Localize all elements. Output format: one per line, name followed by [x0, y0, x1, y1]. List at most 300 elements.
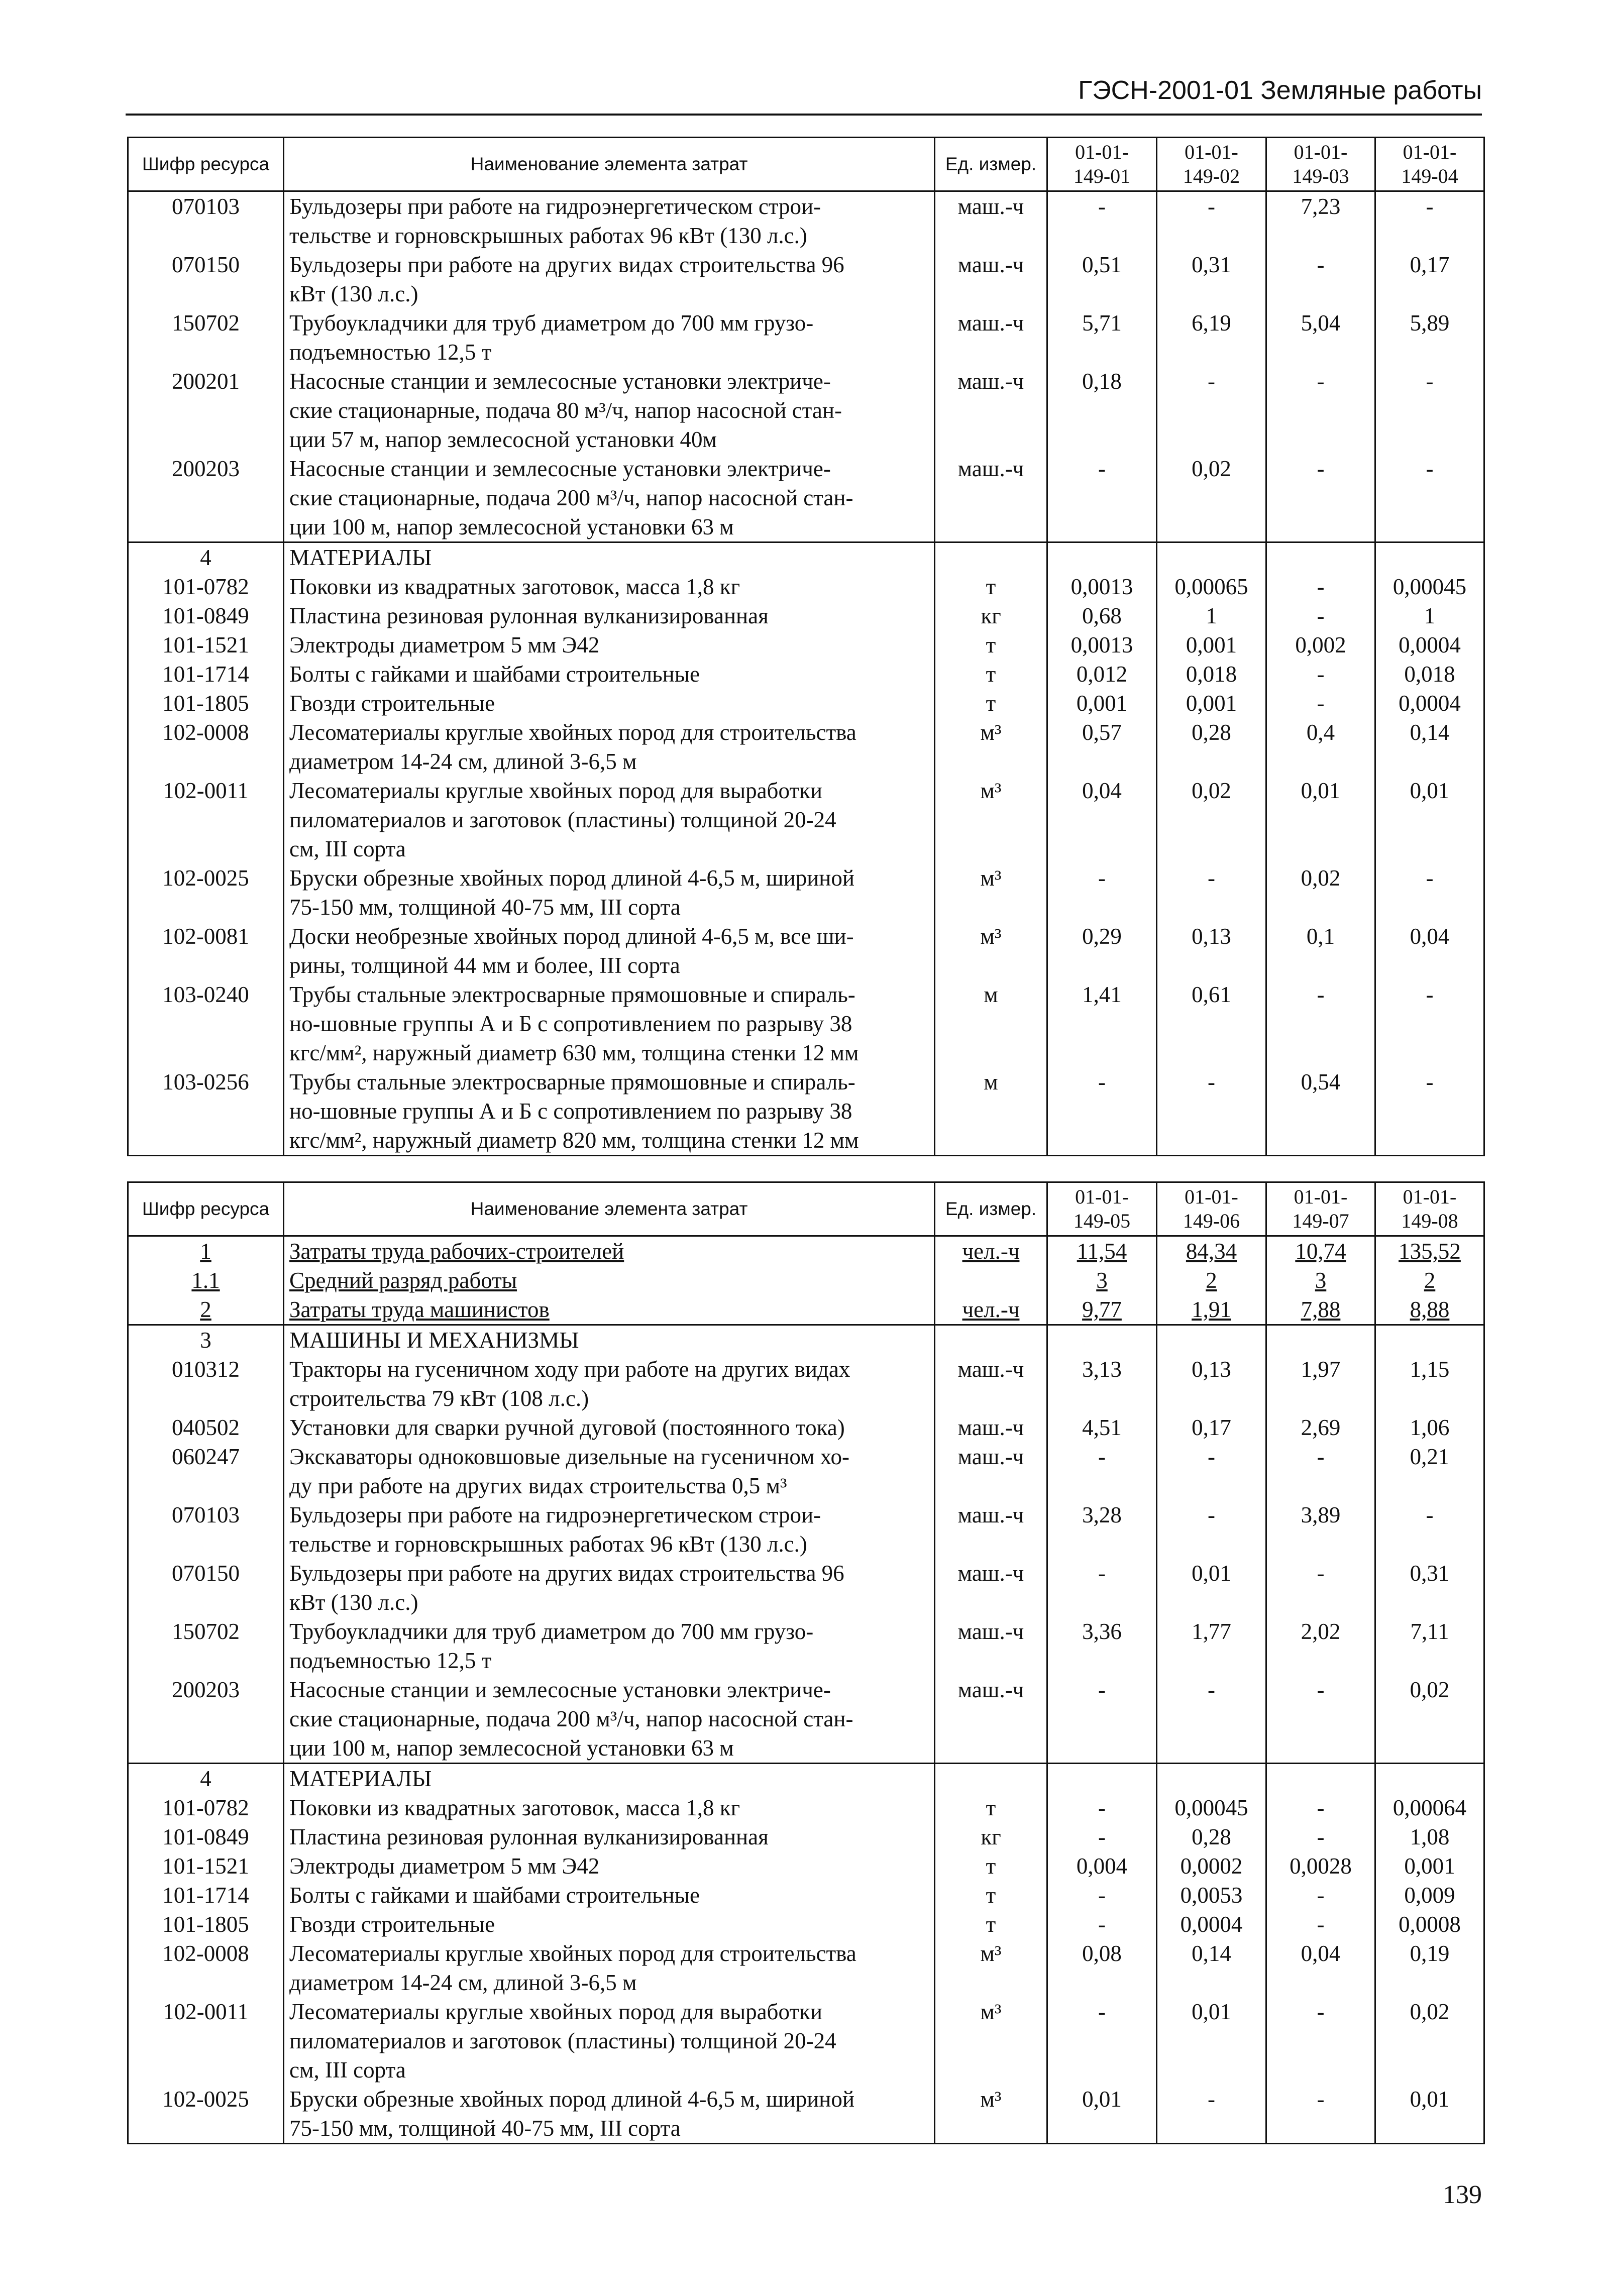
cost-element-name: Болты с гайками и шайбами строительные — [284, 1881, 935, 1910]
norm-value: 0,002 — [1266, 630, 1375, 660]
norm-value: 5,71 — [1047, 308, 1157, 367]
resource-code: 070150 — [128, 1559, 284, 1617]
norm-value — [1157, 542, 1266, 573]
table-row — [128, 1997, 1484, 2085]
resource-code: 200203 — [128, 454, 284, 542]
resource-code: 103-0256 — [128, 1067, 284, 1156]
norm-value: 0,61 — [1157, 980, 1266, 1067]
table-row — [128, 1325, 1484, 1355]
table-row — [128, 572, 1484, 601]
cost-element-name: МАТЕРИАЛЫ — [284, 1764, 935, 1794]
norm-value: - — [1266, 250, 1375, 308]
norm-value: 0,31 — [1157, 250, 1266, 308]
unit: м³ — [935, 1997, 1047, 2085]
cost-element-name: Гвозди строительные — [284, 689, 935, 718]
table-row — [128, 1442, 1484, 1500]
norm-value: - — [1266, 689, 1375, 718]
cost-element-name: Лесоматериалы круглые хвойных пород для выработки пиломатериалов и заготовок (пластины) толщиной 20-24 см, III сорта — [284, 776, 935, 863]
unit: маш.-ч — [935, 1355, 1047, 1413]
table-1-body — [128, 191, 1484, 1156]
norm-value — [1266, 1325, 1375, 1355]
norm-value: 3 — [1047, 1266, 1157, 1295]
table-row — [128, 1500, 1484, 1559]
unit: чел.-ч — [935, 1295, 1047, 1325]
norm-value: 0,28 — [1157, 718, 1266, 776]
unit: кг — [935, 601, 1047, 630]
norm-value: 0,17 — [1157, 1413, 1266, 1442]
cost-element-name: Трубоукладчики для труб диаметром до 700 мм грузо- подъемностью 12,5 т — [284, 308, 935, 367]
norm-value: - — [1047, 1910, 1157, 1939]
unit: м³ — [935, 863, 1047, 922]
norm-value — [1375, 1325, 1484, 1355]
norm-value: 6,19 — [1157, 308, 1266, 367]
norm-value: 84,34 — [1157, 1236, 1266, 1266]
norm-value: 7,11 — [1375, 1617, 1484, 1675]
resource-code: 4 — [128, 1764, 284, 1794]
norm-value: 0,29 — [1047, 922, 1157, 980]
table-row — [128, 922, 1484, 980]
norm-value: 3,89 — [1266, 1500, 1375, 1559]
resource-code: 101-1805 — [128, 1910, 284, 1939]
norm-value: 0,18 — [1047, 367, 1157, 454]
cost-element-name: Поковки из квадратных заготовок, масса 1,8 кг — [284, 1793, 935, 1822]
norm-value: 0,08 — [1047, 1939, 1157, 1997]
unit: маш.-ч — [935, 454, 1047, 542]
norm-value: 0,31 — [1375, 1559, 1484, 1617]
table-row — [128, 1355, 1484, 1413]
cost-element-name: Бульдозеры при работе на гидроэнергетическом строи- тельстве и горновскрышных работах 96 кВт (130 л.с.) — [284, 1500, 935, 1559]
resource-code: 2 — [128, 1295, 284, 1325]
cost-element-name: Поковки из квадратных заготовок, масса 1,8 кг — [284, 572, 935, 601]
resource-code: 101-1714 — [128, 660, 284, 689]
norm-value: - — [1375, 191, 1484, 251]
cost-element-name: Бульдозеры при работе на других видах строительства 96 кВт (130 л.с.) — [284, 1559, 935, 1617]
table-row — [128, 1559, 1484, 1617]
norm-value: - — [1375, 863, 1484, 922]
table-row — [128, 1413, 1484, 1442]
norm-value: 0,14 — [1157, 1939, 1266, 1997]
norm-value: - — [1157, 1067, 1266, 1156]
norm-value: 3,28 — [1047, 1500, 1157, 1559]
norm-value: 0,13 — [1157, 1355, 1266, 1413]
norm-value: 0,14 — [1375, 718, 1484, 776]
norm-value — [1375, 542, 1484, 573]
resource-code: 040502 — [128, 1413, 284, 1442]
col-header-code: Шифр ресурса — [128, 138, 284, 191]
norm-value: 1,08 — [1375, 1822, 1484, 1851]
norm-value: 2,69 — [1266, 1413, 1375, 1442]
table-row — [128, 191, 1484, 251]
table-header-row — [128, 138, 1484, 191]
cost-element-name: Бруски обрезные хвойных пород длиной 4-6,5 м, шириной 75-150 мм, толщиной 40-75 мм, III сорта — [284, 863, 935, 922]
norm-value: 2,02 — [1266, 1617, 1375, 1675]
norm-value: - — [1157, 2085, 1266, 2144]
norm-value — [1266, 542, 1375, 573]
table-row — [128, 601, 1484, 630]
norm-value: 5,04 — [1266, 308, 1375, 367]
norm-value: - — [1266, 1910, 1375, 1939]
norm-value: 3 — [1266, 1266, 1375, 1295]
resource-code: 060247 — [128, 1442, 284, 1500]
resource-code: 010312 — [128, 1355, 284, 1413]
norm-value: 0,01 — [1375, 2085, 1484, 2144]
unit: маш.-ч — [935, 1413, 1047, 1442]
norm-value: - — [1375, 1067, 1484, 1156]
table-row — [128, 1822, 1484, 1851]
cost-element-name: Доски необрезные хвойных пород длиной 4-6,5 м, все ши- рины, толщиной 44 мм и более, III сорта — [284, 922, 935, 980]
norm-value: - — [1157, 191, 1266, 251]
norm-value: 0,02 — [1266, 863, 1375, 922]
norm-value: 0,68 — [1047, 601, 1157, 630]
col-header-norm: 01-01- 149-08 — [1375, 1182, 1484, 1236]
norm-value: 0,04 — [1047, 776, 1157, 863]
resource-code: 070150 — [128, 250, 284, 308]
cost-element-name: Лесоматериалы круглые хвойных пород для строительства диаметром 14-24 см, длиной 3-6,5 м — [284, 718, 935, 776]
norm-value: 2 — [1375, 1266, 1484, 1295]
cost-element-name: МАТЕРИАЛЫ — [284, 542, 935, 573]
unit: маш.-ч — [935, 1675, 1047, 1764]
table-row — [128, 776, 1484, 863]
table-row — [128, 1764, 1484, 1794]
col-header-name: Наименование элемента затрат — [284, 1182, 935, 1236]
norm-value: 0,54 — [1266, 1067, 1375, 1156]
resource-code: 070103 — [128, 1500, 284, 1559]
norm-value: 0,01 — [1266, 776, 1375, 863]
norm-value: 0,0004 — [1157, 1910, 1266, 1939]
resource-code: 070103 — [128, 191, 284, 251]
norm-value: - — [1375, 980, 1484, 1067]
unit: м — [935, 980, 1047, 1067]
table-row — [128, 980, 1484, 1067]
norm-value: - — [1157, 367, 1266, 454]
resource-code: 101-0782 — [128, 1793, 284, 1822]
resource-code: 4 — [128, 542, 284, 573]
norm-value: - — [1157, 1500, 1266, 1559]
norm-value: 0,04 — [1375, 922, 1484, 980]
norm-value: - — [1047, 1442, 1157, 1500]
cost-element-name: Насосные станции и землесосные установки электриче- ские стационарные, подача 200 м³/ч, напор насосной стан- ции 100 м, напор землесосной установки 63 м — [284, 1675, 935, 1764]
norm-value: 0,02 — [1157, 776, 1266, 863]
norm-value: - — [1375, 1500, 1484, 1559]
norm-value: 0,0013 — [1047, 572, 1157, 601]
norm-value: 0,01 — [1157, 1997, 1266, 2085]
table-row — [128, 718, 1484, 776]
norm-value: - — [1266, 454, 1375, 542]
norm-value: - — [1375, 454, 1484, 542]
resource-table-1 — [127, 137, 1485, 1156]
norm-value: 0,02 — [1375, 1675, 1484, 1764]
resource-code: 102-0008 — [128, 1939, 284, 1997]
table-row — [128, 1939, 1484, 1997]
cost-element-name: Бульдозеры при работе на гидроэнергетическом строи- тельстве и горновскрышных работах 96 кВт (130 л.с.) — [284, 191, 935, 251]
norm-value: 0,012 — [1047, 660, 1157, 689]
norm-value: - — [1266, 1997, 1375, 2085]
norm-value: - — [1047, 1997, 1157, 2085]
resource-code: 102-0025 — [128, 863, 284, 922]
table-row — [128, 250, 1484, 308]
norm-value: 0,02 — [1375, 1997, 1484, 2085]
col-header-norm: 01-01- 149-05 — [1047, 1182, 1157, 1236]
norm-value: 0,0008 — [1375, 1910, 1484, 1939]
norm-value: - — [1266, 1793, 1375, 1822]
norm-value — [1047, 1764, 1157, 1794]
norm-value: 1,06 — [1375, 1413, 1484, 1442]
norm-value: - — [1047, 863, 1157, 922]
norm-value: - — [1047, 1881, 1157, 1910]
table-row — [128, 1266, 1484, 1295]
norm-value — [1157, 1764, 1266, 1794]
norm-value: - — [1157, 1675, 1266, 1764]
norm-value: 0,4 — [1266, 718, 1375, 776]
cost-element-name: Лесоматериалы круглые хвойных пород для строительства диаметром 14-24 см, длиной 3-6,5 м — [284, 1939, 935, 1997]
cost-element-name: Экскаваторы одноковшовые дизельные на гусеничном хо- ду при работе на других видах строительства 0,5 м³ — [284, 1442, 935, 1500]
col-header-norm: 01-01- 149-02 — [1157, 138, 1266, 191]
norm-value: 0,57 — [1047, 718, 1157, 776]
unit: м³ — [935, 1939, 1047, 1997]
table-row — [128, 1236, 1484, 1266]
cost-element-name: Пластина резиновая рулонная вулканизированная — [284, 601, 935, 630]
unit: т — [935, 1793, 1047, 1822]
norm-value: - — [1047, 1793, 1157, 1822]
resource-code: 102-0011 — [128, 1997, 284, 2085]
norm-value: - — [1266, 572, 1375, 601]
resource-code: 101-1521 — [128, 630, 284, 660]
norm-value: 0,0053 — [1157, 1881, 1266, 1910]
norm-value: 1 — [1157, 601, 1266, 630]
page-number: 139 — [1443, 2180, 1482, 2209]
norm-value: 1,41 — [1047, 980, 1157, 1067]
norm-value: - — [1266, 980, 1375, 1067]
col-header-name: Наименование элемента затрат — [284, 138, 935, 191]
norm-value: - — [1266, 2085, 1375, 2144]
cost-element-name: Пластина резиновая рулонная вулканизированная — [284, 1822, 935, 1851]
col-header-norm: 01-01- 149-07 — [1266, 1182, 1375, 1236]
table-row — [128, 863, 1484, 922]
norm-value: - — [1266, 1559, 1375, 1617]
table-row — [128, 308, 1484, 367]
norm-value: - — [1266, 1822, 1375, 1851]
unit: м — [935, 1067, 1047, 1156]
cost-element-name: МАШИНЫ И МЕХАНИЗМЫ — [284, 1325, 935, 1355]
unit: м³ — [935, 922, 1047, 980]
col-header-unit: Ед. измер. — [935, 138, 1047, 191]
table-row — [128, 630, 1484, 660]
table-row — [128, 1881, 1484, 1910]
resource-code: 200203 — [128, 1675, 284, 1764]
col-header-unit: Ед. измер. — [935, 1182, 1047, 1236]
cost-element-name: Трубоукладчики для труб диаметром до 700 мм грузо- подъемностью 12,5 т — [284, 1617, 935, 1675]
norm-value: - — [1266, 601, 1375, 630]
resource-code: 1 — [128, 1236, 284, 1266]
cost-element-name: Средний разряд работы — [284, 1266, 935, 1295]
col-header-norm: 01-01- 149-06 — [1157, 1182, 1266, 1236]
norm-value: - — [1266, 660, 1375, 689]
unit: т — [935, 689, 1047, 718]
table-2-body — [128, 1236, 1484, 2144]
resource-table-2 — [127, 1181, 1485, 2144]
unit — [935, 1764, 1047, 1794]
norm-value: 0,01 — [1047, 2085, 1157, 2144]
unit: м³ — [935, 718, 1047, 776]
norm-value: 1,77 — [1157, 1617, 1266, 1675]
norm-value: - — [1047, 191, 1157, 251]
norm-value: 0,0028 — [1266, 1851, 1375, 1881]
unit: маш.-ч — [935, 1559, 1047, 1617]
norm-value: 11,54 — [1047, 1236, 1157, 1266]
norm-value: 0,001 — [1157, 630, 1266, 660]
unit — [935, 1266, 1047, 1295]
resource-code: 101-1521 — [128, 1851, 284, 1881]
resource-code: 3 — [128, 1325, 284, 1355]
norm-value: 1 — [1375, 601, 1484, 630]
norm-value: 0,01 — [1157, 1559, 1266, 1617]
norm-value: 1,15 — [1375, 1355, 1484, 1413]
norm-value: 0,1 — [1266, 922, 1375, 980]
resource-code: 102-0081 — [128, 922, 284, 980]
unit: чел.-ч — [935, 1236, 1047, 1266]
table-row — [128, 660, 1484, 689]
unit: т — [935, 1910, 1047, 1939]
norm-value: - — [1266, 1442, 1375, 1500]
cost-element-name: Бруски обрезные хвойных пород длиной 4-6,5 м, шириной 75-150 мм, толщиной 40-75 мм, III сорта — [284, 2085, 935, 2144]
unit: маш.-ч — [935, 250, 1047, 308]
norm-value: 3,13 — [1047, 1355, 1157, 1413]
table-row — [128, 1067, 1484, 1156]
norm-value: 1,97 — [1266, 1355, 1375, 1413]
cost-element-name: Гвозди строительные — [284, 1910, 935, 1939]
norm-value: 8,88 — [1375, 1295, 1484, 1325]
resource-code: 101-1714 — [128, 1881, 284, 1910]
cost-element-name: Затраты труда машинистов — [284, 1295, 935, 1325]
norm-value: - — [1047, 1822, 1157, 1851]
unit: кг — [935, 1822, 1047, 1851]
cost-element-name: Тракторы на гусеничном ходу при работе на других видах строительства 79 кВт (108 л.с.) — [284, 1355, 935, 1413]
resource-code: 103-0240 — [128, 980, 284, 1067]
norm-value: 0,0004 — [1375, 689, 1484, 718]
norm-value: 0,0002 — [1157, 1851, 1266, 1881]
cost-element-name: Трубы стальные электросварные прямошовные и спираль- но-шовные группы А и Б с сопротивлением по разрыву 38 кгс/мм², наружный диаметр 820 мм, толщина стенки 12 мм — [284, 1067, 935, 1156]
norm-value: 1,91 — [1157, 1295, 1266, 1325]
col-header-norm: 01-01- 149-03 — [1266, 138, 1375, 191]
cost-element-name: Бульдозеры при работе на других видах строительства 96 кВт (130 л.с.) — [284, 250, 935, 308]
norm-value: 2 — [1157, 1266, 1266, 1295]
unit: маш.-ч — [935, 308, 1047, 367]
norm-value — [1157, 1325, 1266, 1355]
resource-code: 101-1805 — [128, 689, 284, 718]
resource-code: 101-0849 — [128, 601, 284, 630]
norm-value: 0,001 — [1375, 1851, 1484, 1881]
norm-value: - — [1375, 367, 1484, 454]
cost-element-name: Насосные станции и землесосные установки электриче- ские стационарные, подача 80 м³/ч, напор насосной стан- ции 57 м, напор землесосной установки 40м — [284, 367, 935, 454]
norm-value: - — [1266, 367, 1375, 454]
norm-value — [1047, 542, 1157, 573]
unit: маш.-ч — [935, 367, 1047, 454]
norm-value: 9,77 — [1047, 1295, 1157, 1325]
resource-code: 101-0849 — [128, 1822, 284, 1851]
unit: маш.-ч — [935, 1500, 1047, 1559]
cost-element-name: Электроды диаметром 5 мм Э42 — [284, 630, 935, 660]
norm-value: - — [1266, 1881, 1375, 1910]
norm-value: 0,01 — [1375, 776, 1484, 863]
norm-value: 0,17 — [1375, 250, 1484, 308]
unit: маш.-ч — [935, 1617, 1047, 1675]
resource-code: 102-0008 — [128, 718, 284, 776]
resource-code: 1.1 — [128, 1266, 284, 1295]
unit: т — [935, 572, 1047, 601]
cost-element-name: Затраты труда рабочих-строителей — [284, 1236, 935, 1266]
norm-value: 0,00065 — [1157, 572, 1266, 601]
cost-element-name: Болты с гайками и шайбами строительные — [284, 660, 935, 689]
table-row — [128, 1617, 1484, 1675]
col-header-norm: 01-01- 149-04 — [1375, 138, 1484, 191]
norm-value: 0,51 — [1047, 250, 1157, 308]
norm-value: 0,018 — [1157, 660, 1266, 689]
norm-value: - — [1266, 1675, 1375, 1764]
unit: т — [935, 660, 1047, 689]
resource-code: 150702 — [128, 308, 284, 367]
norm-value: 0,018 — [1375, 660, 1484, 689]
norm-value — [1047, 1325, 1157, 1355]
norm-value: 4,51 — [1047, 1413, 1157, 1442]
col-header-norm: 01-01- 149-01 — [1047, 138, 1157, 191]
norm-value: 0,13 — [1157, 922, 1266, 980]
norm-value: 0,004 — [1047, 1851, 1157, 1881]
table-row — [128, 367, 1484, 454]
resource-code: 101-0782 — [128, 572, 284, 601]
unit: т — [935, 1881, 1047, 1910]
resource-code: 150702 — [128, 1617, 284, 1675]
norm-value: 135,52 — [1375, 1236, 1484, 1266]
unit: т — [935, 630, 1047, 660]
table-row — [128, 2085, 1484, 2144]
norm-value: - — [1047, 1675, 1157, 1764]
norm-value: 3,36 — [1047, 1617, 1157, 1675]
table-row — [128, 542, 1484, 573]
unit: м³ — [935, 776, 1047, 863]
resource-code: 102-0025 — [128, 2085, 284, 2144]
norm-value: 7,23 — [1266, 191, 1375, 251]
norm-value: 0,00064 — [1375, 1793, 1484, 1822]
norm-value: 5,89 — [1375, 308, 1484, 367]
table-header-row — [128, 1182, 1484, 1236]
unit: маш.-ч — [935, 1442, 1047, 1500]
unit: маш.-ч — [935, 191, 1047, 251]
norm-value: 0,00045 — [1375, 572, 1484, 601]
norm-value: 0,04 — [1266, 1939, 1375, 1997]
norm-value: 0,009 — [1375, 1881, 1484, 1910]
norm-value: 0,00045 — [1157, 1793, 1266, 1822]
norm-value: 0,19 — [1375, 1939, 1484, 1997]
norm-value: - — [1047, 1559, 1157, 1617]
unit: т — [935, 1851, 1047, 1881]
norm-value: - — [1157, 1442, 1266, 1500]
col-header-code: Шифр ресурса — [128, 1182, 284, 1236]
table-row — [128, 689, 1484, 718]
norm-value: 0,28 — [1157, 1822, 1266, 1851]
norm-value: - — [1157, 863, 1266, 922]
norm-value: 7,88 — [1266, 1295, 1375, 1325]
norm-value: - — [1047, 1067, 1157, 1156]
norm-value: 0,0013 — [1047, 630, 1157, 660]
table-row — [128, 1675, 1484, 1764]
table-row — [128, 1295, 1484, 1325]
norm-value: - — [1047, 454, 1157, 542]
norm-value: 10,74 — [1266, 1236, 1375, 1266]
table-row — [128, 1851, 1484, 1881]
cost-element-name: Трубы стальные электросварные прямошовные и спираль- но-шовные группы А и Б с сопротивлением по разрыву 38 кгс/мм², наружный диаметр 630 мм, толщина стенки 12 мм — [284, 980, 935, 1067]
resource-code: 200201 — [128, 367, 284, 454]
norm-value: 0,02 — [1157, 454, 1266, 542]
